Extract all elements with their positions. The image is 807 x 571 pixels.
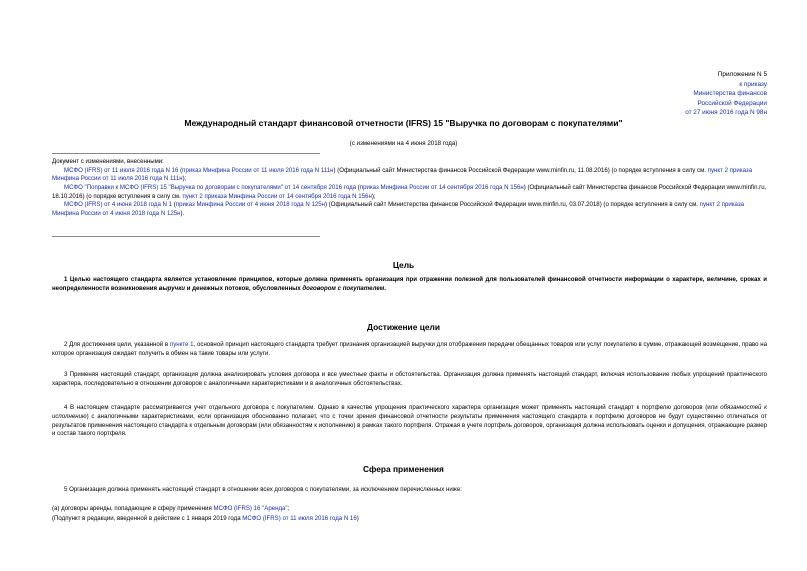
paragraph-3: 3 Применяя настоящий стандарт, организация должна анализировать условия договора и все уместные факты и обстоятельства. Организация должна применять настоящий стандарт, включая использование любых упрощений практического характера, последовательно в отношении договоров с аналогичными характеристиками и в аналогичных обстоятельствах. xyxy=(52,371,767,387)
clause-a-note: (Подпункт в редакции, введенной в действие с 1 января 2019 года МСФО (IFRS) от 11 июля 2016 года N 16) xyxy=(52,515,359,522)
change-entry-2: МСФО "Поправки к МСФО (IFRS) 15 "Выручка по договорам с покупателями" от 14 сентября 2016 года (приказ Минфина России от 14 сентября 2016 года N 156н) (Официальный сайт Министерства финансов Российской Федерации www.minfin.ru, 18.10.2016) (о порядке вступления в силу см. пункт 2 приказа Минфина России от 14 сентября 2016 года N 156н); xyxy=(52,183,767,200)
top-divider xyxy=(52,153,320,154)
heading-scope: Сфера применения xyxy=(363,464,444,474)
appendix-date-link[interactable]: от 27 июня 2016 года N 98н xyxy=(685,109,767,117)
change-entry-1: МСФО (IFRS) от 11 июля 2016 года N 16 (приказ Минфина России от 11 июля 2016 года N 111н) (Официальный сайт Министерства финансов Российской Федерации www.minfin.ru, 11.08.2016) (о порядке вступления в силу см. пункт 2 приказа Минфина России от 11 июля 2016 года N 111н); xyxy=(52,166,753,183)
changes-block xyxy=(52,158,767,218)
paragraph-1-link[interactable]: пункте 1 xyxy=(169,341,194,348)
appendix-country-link[interactable]: Российской Федерации xyxy=(697,99,767,107)
change-3-clause-link[interactable]: пункт 2 приказа Минфина России от 4 июня 2018 года N 125н xyxy=(52,201,745,217)
appendix-order-link[interactable]: к приказу xyxy=(739,80,767,88)
change-entry-3: МСФО (IFRS) от 4 июня 2018 года N 1 (приказ Минфина России от 4 июня 2018 года N 125н) (Официальный сайт Министерства финансов Российской Федерации www.minfin.ru, 03.07.2018) (о порядке вступления в силу см. пункт 2 приказа Минфина России от 4 июня 2018 года N 125н). xyxy=(52,201,745,217)
change-3-order-link[interactable]: приказ Минфина России от 4 июня 2018 года N 125н xyxy=(175,201,325,209)
change-1-order-link[interactable]: приказ Минфина России от 11 июля 2016 года N 111н xyxy=(182,166,334,174)
document-title: Международный стандарт финансовой отчетности (IFRS) 15 "Выручка по договорам с покупателями" xyxy=(184,118,623,128)
document-subtitle: (с изменениями на 4 июня 2018 года) xyxy=(349,140,458,147)
change-2-clause-link[interactable]: пункт 2 приказа Минфина России от 14 сентября 2016 года N 156н xyxy=(182,192,372,200)
change-3-standard-link[interactable]: МСФО (IFRS) от 4 июня 2018 года N 1 xyxy=(64,201,173,209)
note-standard-link[interactable]: МСФО (IFRS) от 11 июля 2016 года N 16 xyxy=(242,515,357,522)
change-2-order-link[interactable]: приказ Минфина России от 14 сентября 2016 года N 156н xyxy=(359,183,524,191)
ifrs16-link[interactable]: МСФО (IFRS) 16 "Аренда" xyxy=(213,505,288,512)
change-1-standard-link[interactable]: МСФО (IFRS) от 11 июля 2016 года N 16 xyxy=(64,166,179,174)
changes-intro: Документ с изменениями, внесенными: xyxy=(52,158,164,165)
appendix-line-1: Приложение N 5 xyxy=(717,71,767,78)
clause-a: (a) договоры аренды, попадающие в сферу применения МСФО (IFRS) 16 "Аренда"; xyxy=(52,505,290,512)
appendix-block xyxy=(685,70,767,118)
change-2-standard-link[interactable]: МСФО "Поправки к МСФО (IFRS) 15 "Выручка по договорам с покупателями" от 14 сентября 2016 года xyxy=(64,183,357,191)
heading-achieve-goal: Достижение цели xyxy=(367,322,440,332)
paragraph-2: 2 Для достижения цели, указанной в пункте 1, основной принцип настоящего стандарта требует признания организацией выручки для отображения передачи обещанных товаров или услуг покупателю в сумме, отражающей возмещение, право на которое организация ожидает получить в обмен на такие товары или услуги. xyxy=(52,341,768,357)
bottom-divider xyxy=(52,236,320,237)
paragraph-4: 4 В настоящем стандарте рассматривается учет отдельного договора с покупателем. Однако в качестве упрощения практического характера организация может применять настоящий стандарт к портфелю договоров (или обязанностей к исполнению) с аналогичными характеристиками, если организация обоснованно полагает, что с точки зрения финансовой отчетности результаты применения настоящего стандарта к портфелю договоров не будут существенно отличаться от результатов применения настоящего стандарта к отдельным договорам (или обязанностям к исполнению) в рамках такого портфеля. Отражая в учете портфель договоров, организация должна использовать оценки и допущения, отражающие размер и состав такого портфеля. xyxy=(52,404,767,438)
appendix-ministry-link[interactable]: Министерства финансов xyxy=(693,90,767,98)
heading-goal: Цель xyxy=(392,260,415,270)
paragraph-1: 1 Целью настоящего стандарта является установление принципов, которые должна применять организация при отражении полезной для пользователей финансовой отчетности информации о характере, величине, сроках и неопределенности возникновения выручки и денежных потоков, обусловленных договором с покупателем. xyxy=(52,276,767,292)
paragraph-5: 5 Организация должна применять настоящий стандарт в отношении всех договоров с покупателями, за исключением перечисленных ниже: xyxy=(64,486,462,493)
change-1-clause-link[interactable]: пункт 2 приказа Минфина России от 11 июля 2016 года N 111н xyxy=(52,166,753,183)
